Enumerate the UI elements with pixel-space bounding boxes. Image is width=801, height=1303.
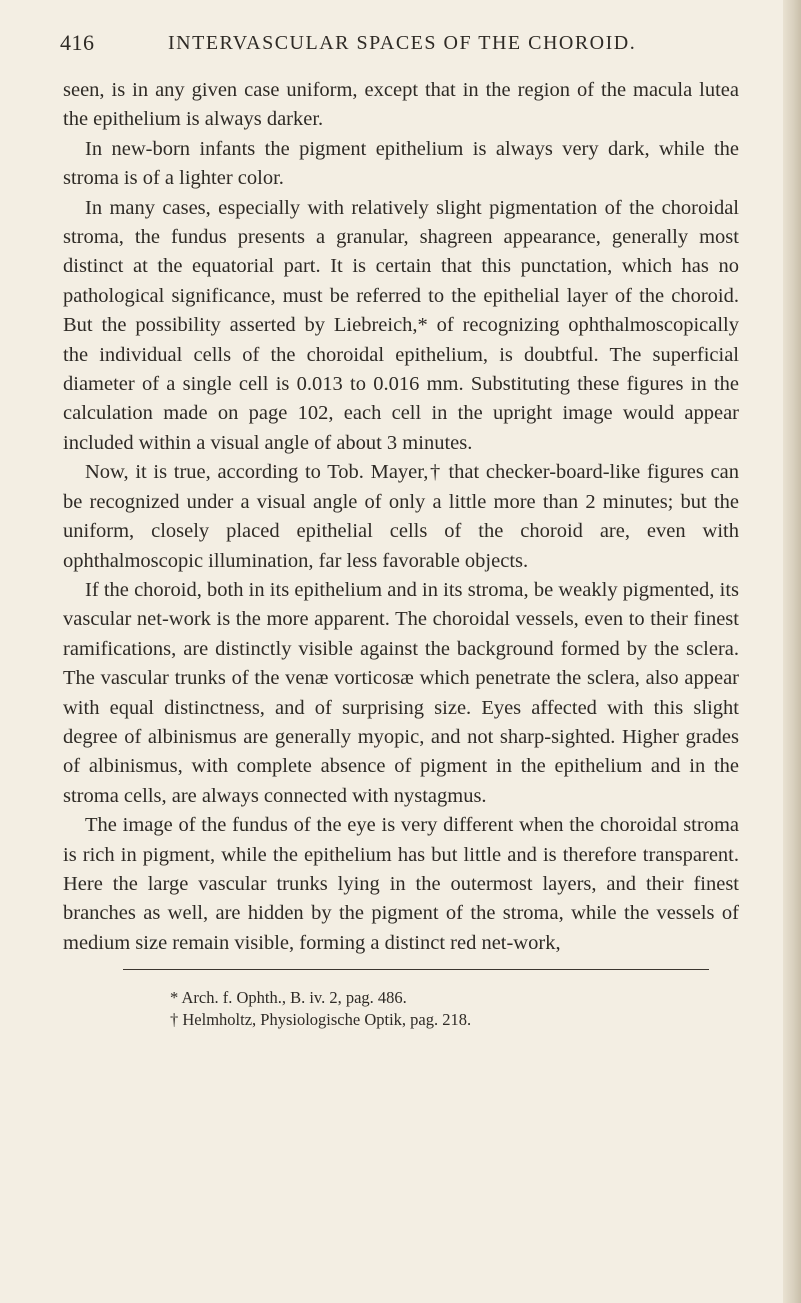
footnote-divider	[123, 969, 709, 970]
page-heading: INTERVASCULAR SPACES OF THE CHOROID.	[168, 32, 637, 54]
paragraph-5: If the choroid, both in its epithelium and in its stroma, be weakly pigmented, its vascular net-work is the more apparent. The choroidal vessels, even to their finest ramifications, are distinctly visible against the background formed by the sclera. The vascular trunks of the venæ vorticosæ which penetrate the sclera, also appear with equal distinctness, and of surprising size. Eyes affected with this slight degree of albinismus are generally myopic, and not sharp-sighted. Higher grades of albinismus, with complete absence of pigment in the epithelium and in the stroma cells, are always connected with nystagmus.	[63, 578, 739, 807]
paragraph-2: In new-born infants the pigment epithelium is always very dark, while the stroma is of a lighter color.	[63, 137, 739, 190]
footnotes	[170, 987, 730, 1031]
footnote-2: † Helmholtz, Physiologische Optik, pag. 218.	[170, 1010, 472, 1029]
paragraph-4: Now, it is true, according to Tob. Mayer,† that checker-board-like figures can be recognized under a visual angle of only a little more than 2 minutes; but the uniform, closely placed epithelial cells of the choroid are, even with ophthalmoscopic illumination, far less favorable objects.	[63, 461, 739, 572]
paragraph-3: In many cases, especially with relatively slight pigmentation of the choroidal stroma, the fundus presents a granular, shagreen appearance, generally most distinct at the equatorial part. It is certain that this punctation, which has no pathological significance, must be referred to the epithelial layer of the choroid. But the possibility asserted by Liebreich,* of recognizing ophthalmoscopically the individual cells of the choroidal epithelium, is doubtful. The superficial diameter of a single cell is 0.013 to 0.016 mm. Substituting these figures in the calculation made on page 102, each cell in the upright image would appear included within a visual angle of about 3 minutes.	[63, 196, 739, 454]
page-number: 416	[60, 30, 95, 55]
footnote-1: * Arch. f. Ophth., B. iv. 2, pag. 486.	[170, 988, 407, 1007]
paragraph-6: The image of the fundus of the eye is very different when the choroidal stroma is rich in pigment, while the epithelium has but little and is therefore transparent. Here the large vascular trunks lying in the outermost layers, and their finest branches as well, are hidden by the pigment of the stroma, while the vessels of medium size remain visible, forming a distinct red net-work,	[63, 814, 739, 954]
body-text	[63, 76, 739, 958]
page-edge-shadow	[783, 0, 801, 1303]
paragraph-1: seen, is in any given case uniform, except that in the region of the macula lutea the epithelium is always darker.	[63, 79, 739, 131]
running-head	[60, 30, 740, 60]
